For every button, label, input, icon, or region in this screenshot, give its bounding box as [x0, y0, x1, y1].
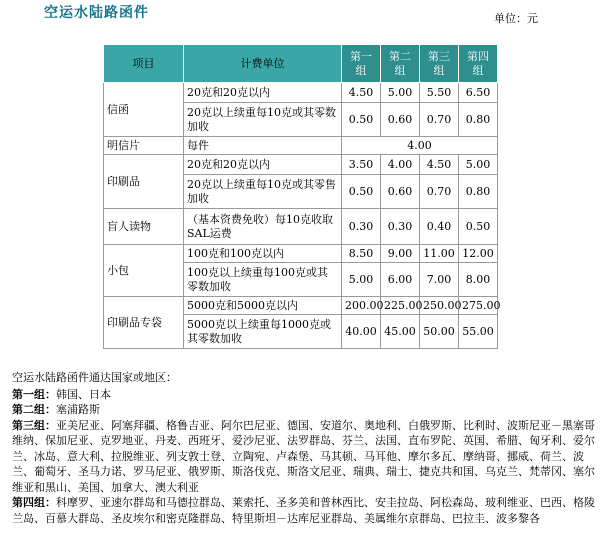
value-cell: 0.30 — [381, 209, 420, 245]
value-cell: 5.50 — [420, 83, 459, 103]
country-groups — [12, 370, 596, 526]
value-cell: 225.00 — [381, 297, 420, 315]
table-row — [104, 209, 498, 245]
value-cell: 0.50 — [342, 103, 381, 137]
value-cell: 4.00 — [342, 137, 498, 155]
value-cell: 8.00 — [459, 263, 498, 297]
unit-cell: 20克和20克以内 — [184, 155, 342, 175]
value-cell: 12.00 — [459, 245, 498, 263]
group-1-text: 韩国、日本 — [56, 387, 111, 401]
value-cell: 11.00 — [420, 245, 459, 263]
unit-cell: 20克以上续重每10克或其零数加收 — [184, 103, 342, 137]
item-blind: 盲人读物 — [104, 209, 184, 245]
value-cell: 275.00 — [459, 297, 498, 315]
unit-cell: 5000克和5000克以内 — [184, 297, 342, 315]
value-cell: 0.70 — [420, 175, 459, 209]
value-cell: 5.00 — [342, 263, 381, 297]
unit-cell: 20克和20克以内 — [184, 83, 342, 103]
header-unit: 计费单位 — [184, 45, 342, 83]
item-printed: 印刷品 — [104, 155, 184, 209]
table-row — [104, 245, 498, 263]
value-cell: 55.00 — [459, 315, 498, 349]
item-packet: 小包 — [104, 245, 184, 297]
value-cell: 200.00 — [342, 297, 381, 315]
value-cell: 0.30 — [342, 209, 381, 245]
group-3 — [12, 418, 596, 496]
value-cell: 40.00 — [342, 315, 381, 349]
unit-cell: 20克以上续重每10克或其零售加收 — [184, 175, 342, 209]
item-postcard: 明信片 — [104, 137, 184, 155]
value-cell: 0.60 — [381, 103, 420, 137]
table-row — [104, 155, 498, 175]
group-4 — [12, 495, 596, 526]
value-cell: 6.50 — [459, 83, 498, 103]
header-item: 项目 — [104, 45, 184, 83]
group-2-text: 塞浦路斯 — [56, 403, 100, 416]
header-group-1: 第一组 — [342, 45, 381, 83]
group-4-text: 科摩罗、亚速尔群岛和马德拉群岛、莱索托、圣多美和普林西比、安圭拉岛、阿松森岛、玻利维亚、巴西、格陵兰岛、百慕大群岛、圣皮埃尔和密克隆群岛、特里斯坦－达库尼亚群岛、美属维尔京群岛、巴拉圭、波多黎各 — [12, 496, 595, 525]
value-cell: 4.50 — [342, 83, 381, 103]
header-group-2: 第二组 — [381, 45, 420, 83]
value-cell: 6.00 — [381, 263, 420, 297]
item-printed-bag: 印刷品专袋 — [104, 297, 184, 349]
unit-cell: 5000克以上续重每1000克或其零数加收 — [184, 315, 342, 349]
value-cell: 4.50 — [420, 155, 459, 175]
value-cell: 7.00 — [420, 263, 459, 297]
value-cell: 0.80 — [459, 103, 498, 137]
table-row — [104, 137, 498, 155]
group-1-label: 第一组： — [12, 387, 56, 401]
header-group-4: 第四组 — [459, 45, 498, 83]
value-cell: 8.50 — [342, 245, 381, 263]
fee-table — [103, 44, 501, 349]
table-row — [104, 83, 498, 103]
value-cell: 0.70 — [420, 103, 459, 137]
header-group-3: 第三组 — [420, 45, 459, 83]
value-cell: 0.60 — [381, 175, 420, 209]
value-cell: 9.00 — [381, 245, 420, 263]
table-row — [104, 297, 498, 315]
value-cell: 5.00 — [381, 83, 420, 103]
unit-label: 单位：元 — [494, 12, 538, 25]
value-cell: 5.00 — [459, 155, 498, 175]
group-4-label: 第四组： — [12, 496, 56, 509]
table-header-row — [104, 45, 498, 83]
value-cell: 0.50 — [459, 209, 498, 245]
unit-cell: 100克和100克以内 — [184, 245, 342, 263]
notes-heading: 空运水陆路函件通达国家或地区： — [12, 371, 177, 384]
value-cell: 0.50 — [342, 175, 381, 209]
value-cell: 4.00 — [381, 155, 420, 175]
value-cell: 0.40 — [420, 209, 459, 245]
group-3-label: 第三组： — [12, 418, 56, 432]
group-2-label: 第二组： — [12, 403, 56, 416]
value-cell: 0.80 — [459, 175, 498, 209]
unit-cell: （基本资费免收）每10克收取SAL运费 — [184, 209, 342, 245]
page-title: 空运水陆路函件 — [44, 5, 149, 21]
unit-cell: 100克以上续重每100克或其零数加收 — [184, 263, 342, 297]
value-cell: 3.50 — [342, 155, 381, 175]
unit-cell: 每件 — [184, 137, 342, 155]
value-cell: 45.00 — [381, 315, 420, 349]
value-cell: 50.00 — [420, 315, 459, 349]
item-letter: 信函 — [104, 83, 184, 137]
group-2 — [12, 402, 596, 418]
group-1 — [12, 387, 596, 403]
value-cell: 250.00 — [420, 297, 459, 315]
group-3-text: 亚美尼亚、阿塞拜疆、格鲁吉亚、阿尔巴尼亚、德国、安道尔、奥地利、白俄罗斯、比利时、波斯尼亚－黑塞哥维纳、保加尼亚、克罗地亚、丹麦、西班牙、爱沙尼亚、法罗群岛、芬兰、法国、直布罗陀、英国、希腊、匈牙利、爱尔兰、冰岛、意大利、拉脱维亚、列支敦士登、立陶宛、卢森堡、马其顿、马耳他、摩尔多瓦、摩纳哥、挪威、荷兰、波兰、葡萄牙、圣马力诺、罗马尼亚、俄罗斯、斯洛伐克、斯洛文尼亚、瑞典、瑞士、捷克共和国、乌克兰、梵蒂冈、塞尔维亚和黑山、美国、加拿大、澳大利亚 — [12, 418, 595, 494]
